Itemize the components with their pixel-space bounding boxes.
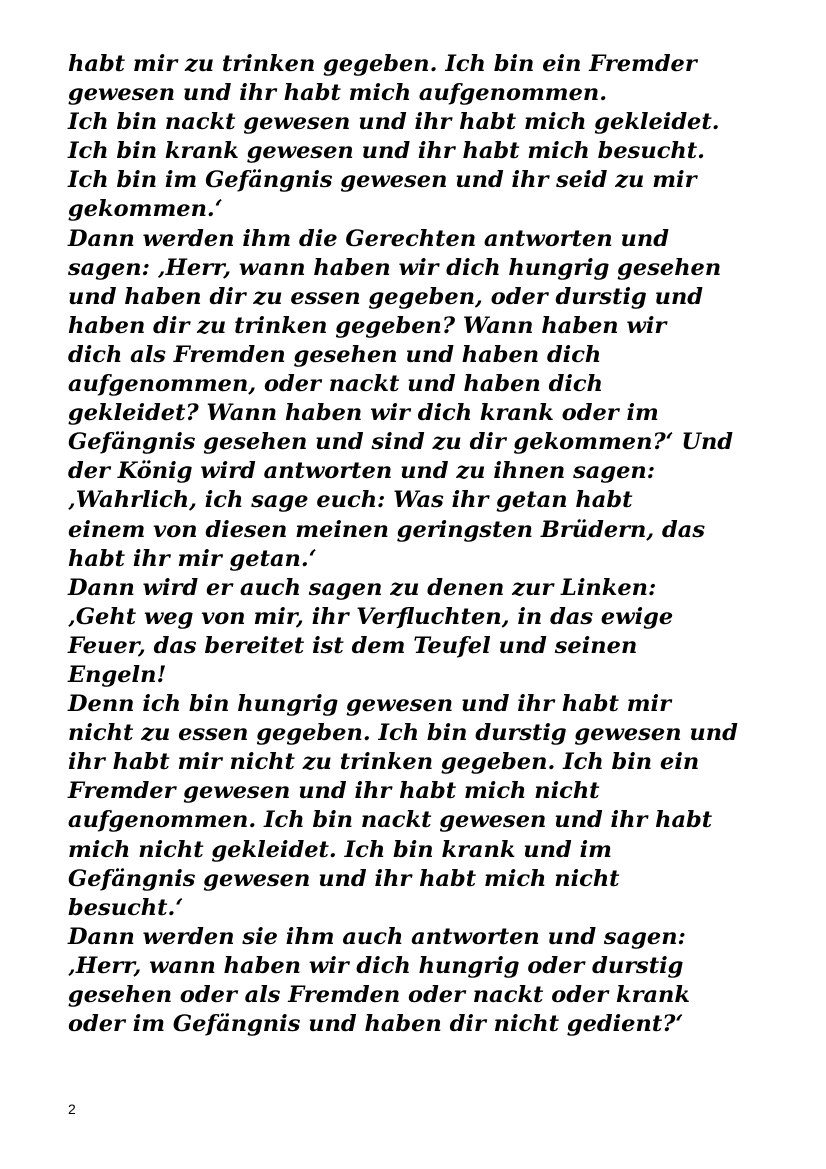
text-line: Dann werden sie ihm auch antworten und sagen: (68, 923, 686, 950)
text-line: Gefängnis gesehen und sind zu dir gekommen?‘ Und (68, 429, 734, 456)
text-line: aufgenommen, oder nackt und haben dich (68, 371, 603, 398)
text-line: und haben dir zu essen gegeben, oder durstig und (68, 283, 704, 310)
text-line: ‚Geht weg von mir, ihr Verfluchten, in das ewige (68, 603, 674, 630)
text-line: gewesen und ihr habt mich aufgenommen. (68, 80, 608, 107)
text-line: Fremder gewesen und ihr habt mich nicht (68, 778, 600, 805)
text-line: Feuer, das bereitet ist dem Teufel und seinen (68, 632, 638, 659)
text-line: Ich bin im Gefängnis gewesen und ihr seid zu mir (68, 167, 697, 194)
text-line: gekommen.‘ (68, 196, 223, 223)
text-line: habt mir zu trinken gegeben. Ich bin ein Fremder (68, 51, 697, 77)
text-line: Dann wird er auch sagen zu denen zur Linken: (68, 574, 657, 601)
text-line: Gefängnis gewesen und ihr habt mich nicht (68, 865, 620, 892)
text-line: der König wird antworten und zu ihnen sagen: (68, 458, 656, 485)
text-line: aufgenommen. Ich bin nackt gewesen und ihr habt (68, 807, 713, 834)
text-line: einem von diesen meinen geringsten Brüdern, das (68, 516, 705, 543)
text-line: oder im Gefängnis und haben dir nicht gedient?‘ (68, 1011, 684, 1038)
text-line: haben dir zu trinken gegeben? Wann haben wir (68, 312, 667, 339)
page-number: 2 (68, 1101, 76, 1117)
body-text (68, 50, 808, 1039)
text-line: dich als Fremden gesehen und haben dich (68, 341, 602, 368)
text-line: ihr habt mir nicht zu trinken gegeben. Ich bin ein (68, 749, 700, 776)
text-line: gekleidet? Wann haben wir dich krank oder im (68, 400, 659, 427)
text-line: habt ihr mir getan.‘ (68, 545, 317, 572)
text-line: Ich bin nackt gewesen und ihr habt mich gekleidet. (68, 109, 720, 136)
text-line: ‚Wahrlich, ich sage euch: Was ihr getan habt (68, 487, 633, 514)
text-line: Engeln! (68, 661, 167, 688)
text-line: besucht.‘ (68, 894, 184, 921)
text-line: mich nicht gekleidet. Ich bin krank und im (68, 836, 612, 863)
text-line: ‚Herr, wann haben wir dich hungrig oder durstig (68, 952, 684, 979)
text-line: Dann werden ihm die Gerechten antworten und (68, 225, 669, 252)
text-line: nicht zu essen gegeben. Ich bin durstig gewesen und (68, 720, 738, 747)
text-line: gesehen oder als Fremden oder nackt oder krank (68, 982, 690, 1008)
text-line: Denn ich bin hungrig gewesen und ihr habt mir (68, 691, 671, 718)
text-line: Ich bin krank gewesen und ihr habt mich besucht. (68, 138, 705, 165)
text-line: sagen: ‚Herr, wann haben wir dich hungrig gesehen (68, 254, 722, 281)
